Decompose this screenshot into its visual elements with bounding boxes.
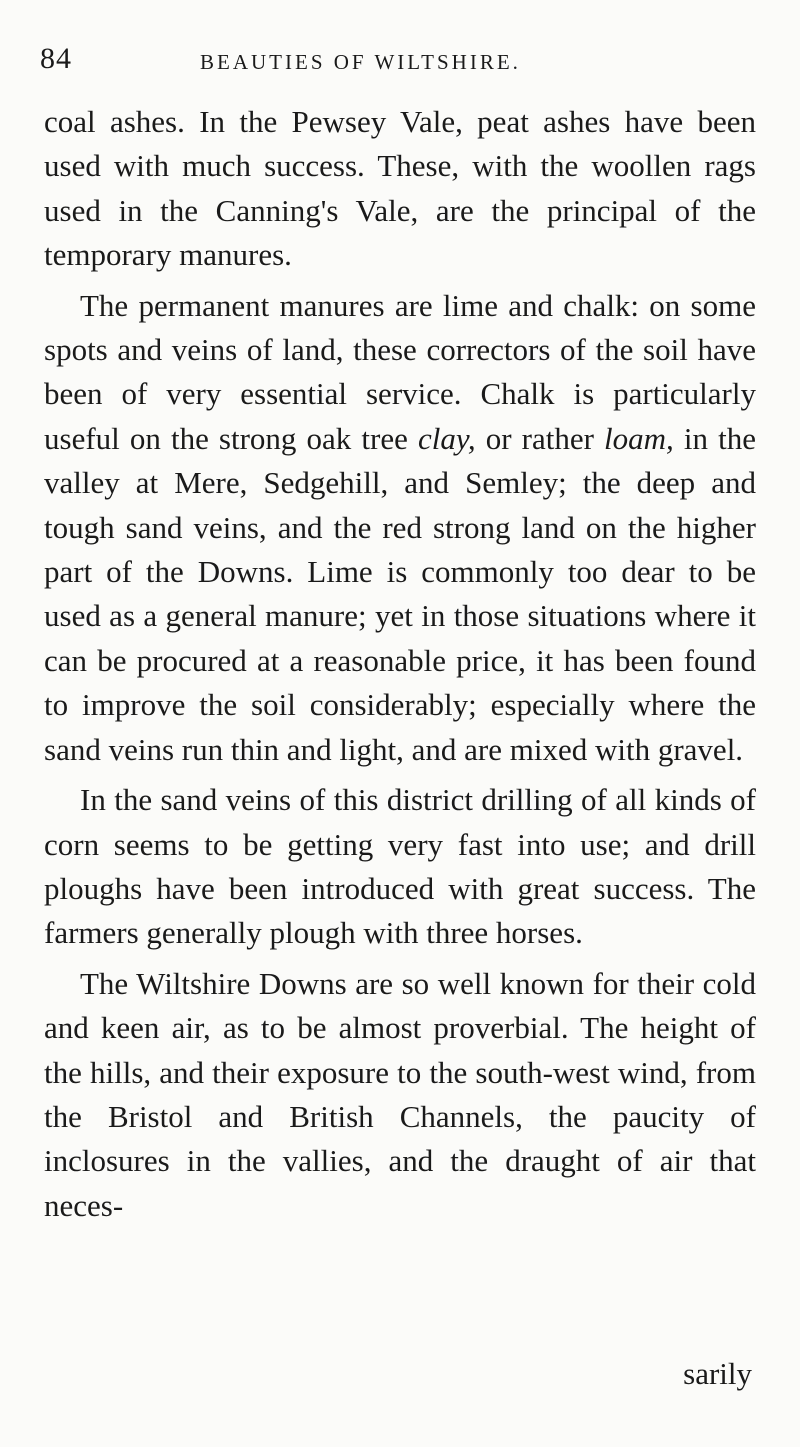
paragraph-2-text-b: or rather xyxy=(475,420,605,456)
running-head: BEAUTIES OF WILTSHIRE. xyxy=(200,50,521,74)
paragraph-2-text-c: in the valley at Mere, Sedgehill, and Semley; the deep and tough sand veins, and the red strong land on the higher part of the Downs. Lime is commonly too dear to be used as a general manure; yet in those situations where it can be procured at a reasonable price, it has been found to improve the soil considerably; especially where the sand veins run thin and light, and are mixed with gravel. xyxy=(44,420,756,767)
body-text xyxy=(44,100,756,1228)
paragraph-2-italic-clay: clay, xyxy=(417,420,476,456)
paragraph-2 xyxy=(44,284,756,772)
page-header xyxy=(40,42,760,82)
paragraph-3: In the sand veins of this district drilling of all kinds of corn seems to be getting very fast into use; and drill ploughs have been introduced with great success. The farmers generally plough with three horses. xyxy=(44,782,756,951)
paragraph-2-text-a: The permanent manures are lime and chalk: on some spots and veins of land, these correctors of the soil have been of very essential service. Chalk is particularly useful on the strong oak tree xyxy=(44,287,756,456)
paragraph-2-italic-loam: loam, xyxy=(604,420,674,456)
paragraph-4: The Wiltshire Downs are so well known for their cold and keen air, as to be almost proverbial. The height of the hills, and their exposure to the south-west wind, from the Bristol and British Channels, the paucity of inclosures in the vallies, and the draught of air that neces- xyxy=(44,965,756,1223)
page-number: 84 xyxy=(40,42,72,75)
paragraph-1: coal ashes. In the Pewsey Vale, peat ashes have been used with much success. These, with the woollen rags used in the Canning's Vale, are the principal of the temporary manures. xyxy=(44,104,756,273)
catchword: sarily xyxy=(683,1356,752,1391)
